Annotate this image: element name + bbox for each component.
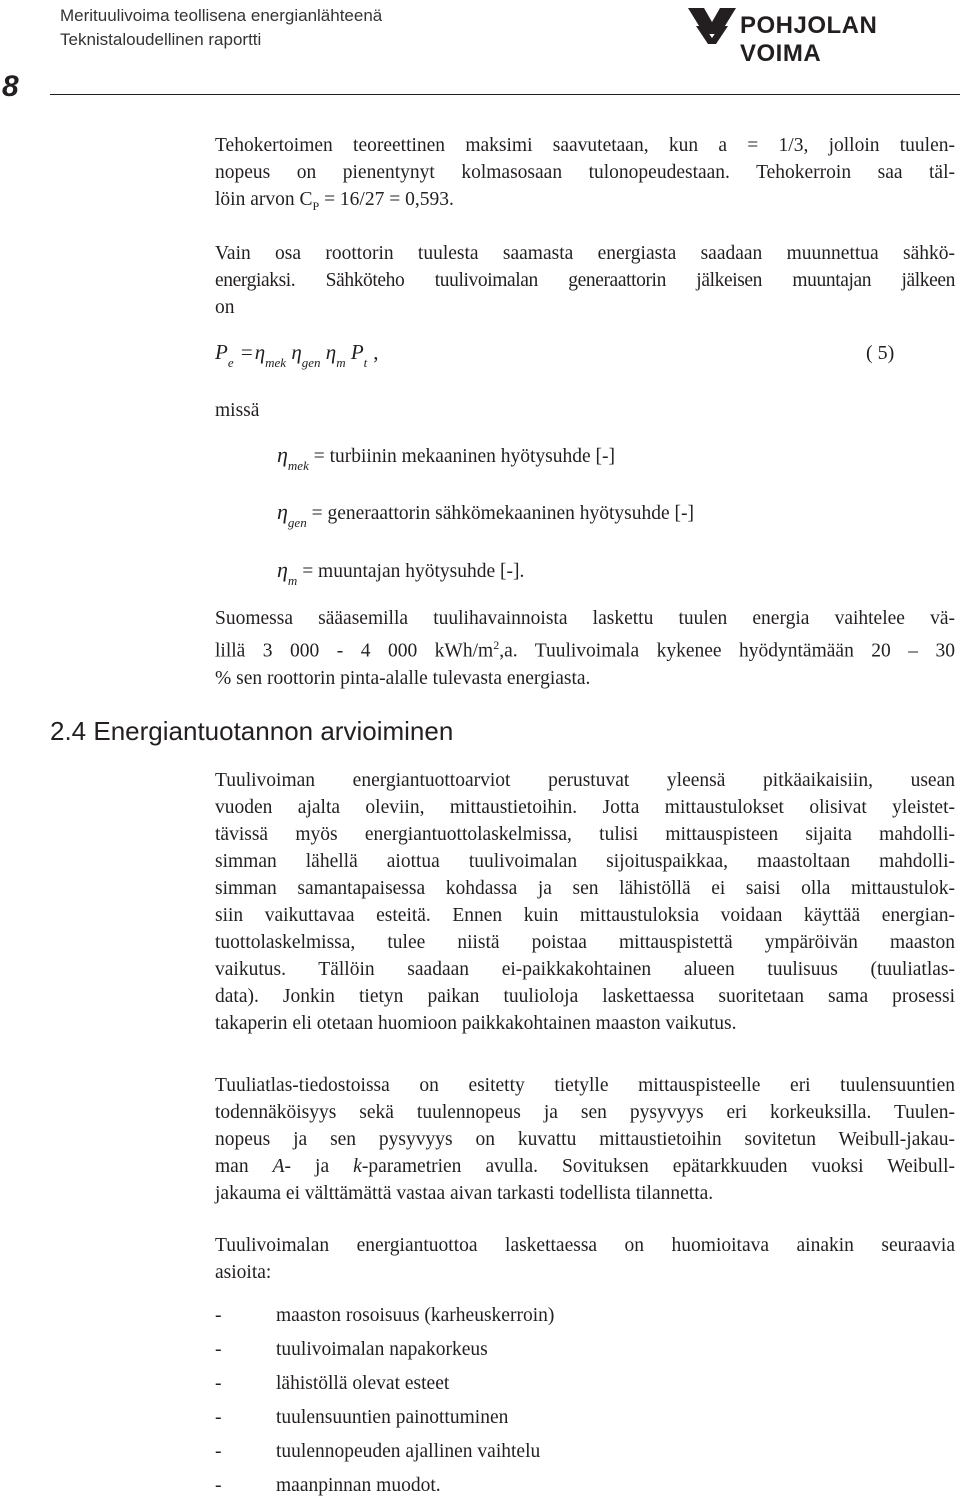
list-marker: - xyxy=(215,1339,222,1360)
text-line: Tuuliatlas-tiedostoissa on esitetty tietylle mittauspisteelle eri tuulensuuntien xyxy=(215,1075,955,1096)
text-line: Tuulivoiman energiantuottoarviot perustuvat yleensä pitkäaikaisiin, usean xyxy=(215,770,955,791)
text-run-italic: k xyxy=(353,1156,362,1177)
list-marker: - xyxy=(215,1475,222,1496)
paragraph-considerations xyxy=(215,1232,955,1286)
list-item-text: maaston rosoisuus (karheuskerroin) xyxy=(276,1305,555,1326)
text-line: nopeus ja sen pysyvyys on kuvattu mittaustietoihin sovitetun Weibull-jakau- xyxy=(215,1129,955,1150)
text-line: vaikutus. Tällöin saadaan ei-paikkakohtainen alueen tuulisuus (tuuliatlas- xyxy=(215,959,955,980)
eq-symbol: η xyxy=(291,340,302,364)
eq-subscript: gen xyxy=(301,355,321,370)
text-line: simman samantapaisessa kohdassa ja sen lähistöllä ei saisi olla mittaustulok- xyxy=(215,878,955,899)
subscript: P xyxy=(312,198,320,213)
text-line xyxy=(215,632,955,665)
eq-symbol: η xyxy=(277,499,288,524)
text-line: on xyxy=(215,297,235,318)
text-line: jakauma ei välttämättä vastaa aivan tarkasti todellista tilannetta. xyxy=(215,1183,714,1204)
eq-operator: = xyxy=(240,340,253,364)
page-number: 8 xyxy=(2,70,19,103)
text-line: data). Jonkin tietyn paikan tuulioloja laskettaessa suoritetaan sama prosessi xyxy=(215,986,955,1007)
text-line: tävissä myös energiantuottolaskelmissa, tulisi mittauspisteen sijaita mahdolli- xyxy=(215,824,955,845)
text-line: Suomessa sääasemilla tuulihavainnoista laskettu tuulen energia vaihtelee vä- xyxy=(215,608,955,629)
definition-eta-m xyxy=(277,557,525,588)
text-line: asioita: xyxy=(215,1262,272,1283)
text-line xyxy=(215,1153,955,1180)
header-rule xyxy=(50,94,960,95)
header-report-subtitle: Teknistaloudellinen raportti xyxy=(60,30,262,49)
text-line: vuoden ajalta oleviin, mittaustietoihin. Jotta mittaustulokset olisivat yleistet- xyxy=(215,797,955,818)
list-marker: - xyxy=(215,1407,222,1428)
text-line xyxy=(215,186,955,220)
superscript: 2 xyxy=(493,638,500,652)
text-line: % sen roottorin pinta-alalle tulevasta energiasta. xyxy=(215,667,591,689)
text-run-italic: A xyxy=(272,1156,285,1177)
paragraph-electric-power xyxy=(215,240,955,321)
list-item-text: tuulivoimalan napakorkeus xyxy=(276,1339,488,1360)
eq-symbol: P xyxy=(215,340,228,364)
list-item-text: maanpinnan muodot. xyxy=(276,1475,441,1496)
text-line: Vain osa roottorin tuulesta saamasta energiasta saadaan muunnettua sähkö- xyxy=(215,243,955,264)
eq-subscript: m xyxy=(287,573,298,588)
text-line: takaperin eli otetaan huomioon paikkakohtainen maaston vaikutus. xyxy=(215,1013,737,1034)
text-run: lillä 3 000 - 4 000 kWh/m xyxy=(215,640,494,662)
eq-subscript: mek xyxy=(287,458,309,473)
eq-subscript: t xyxy=(363,355,368,370)
list-item-text: tuulennopeuden ajallinen vaihtelu xyxy=(276,1441,541,1462)
text-run: -parametrien avulla. Sovituksen epätarkkuuden vuoksi Weibull- xyxy=(361,1156,955,1177)
text-run: löin arvon C xyxy=(215,189,313,210)
eq-subscript: m xyxy=(336,355,346,370)
list-marker: - xyxy=(215,1373,222,1394)
paragraph-energy-estimates xyxy=(215,767,955,1037)
header-report-title: Merituulivoima teollisena energianlähteenä xyxy=(60,6,383,25)
text-line: Tuulivoimalan energiantuottoa laskettaessa on huomioitava ainakin seuraavia xyxy=(215,1235,955,1256)
definition-text: = muuntajan hyötysuhde [-]. xyxy=(297,561,525,582)
eq-subscript: gen xyxy=(287,515,307,530)
paragraph-wind-atlas xyxy=(215,1072,955,1207)
text-line: todennäköisyys sekä tuulennopeus ja sen pysyvyys eri korkeuksilla. Tuulen- xyxy=(215,1102,955,1123)
eq-subscript: mek xyxy=(265,355,287,370)
text-line: simman lähellä aiottua tuulivoimalan sijoituspaikkaa, maastoltaan mahdolli- xyxy=(215,851,955,872)
text-line: tuottolaskelmissa, tulee niistä poistaa mittauspistettä ympäröivän maaston xyxy=(215,932,955,953)
definition-eta-mek xyxy=(277,442,615,473)
text-line: Tehokertoimen teoreettinen maksimi saavutetaan, kun a = 1/3, jolloin tuulen- xyxy=(215,135,955,156)
eq-subscript: e xyxy=(227,355,234,370)
where-label xyxy=(215,397,955,424)
paragraph-finland-wind-energy xyxy=(215,605,955,692)
list-marker: - xyxy=(215,1305,222,1326)
eq-symbol: η xyxy=(277,442,288,467)
eq-symbol: η xyxy=(254,340,266,364)
equation-number: ( 5) xyxy=(866,342,895,364)
eq-symbol: η xyxy=(277,557,288,582)
text-run: ,a. Tuulivoimala kykenee hyödyntämään 20 – 30 xyxy=(499,640,955,662)
definition-text: = turbiinin mekaaninen hyötysuhde [-] xyxy=(308,446,615,467)
eq-symbol: P xyxy=(350,340,364,364)
eq-symbol: η xyxy=(325,340,337,364)
list-item-text: lähistöllä olevat esteet xyxy=(276,1373,450,1394)
paragraph-power-coefficient xyxy=(215,132,955,220)
list-item-text: tuulensuuntien painottuminen xyxy=(276,1407,509,1428)
list-marker: - xyxy=(215,1441,222,1462)
text-line: missä xyxy=(215,400,260,421)
text-run: = 16/27 = 0,593. xyxy=(319,189,454,210)
text-run: - ja xyxy=(284,1156,354,1177)
eq-comma: , xyxy=(373,340,379,364)
text-line: siin vaikuttavaa esteitä. Ennen kuin mittaustuloksia voidaan käyttää energian- xyxy=(215,905,955,926)
definition-text: = generaattorin sähkömekaaninen hyötysuhde [-] xyxy=(306,503,695,524)
section-heading: 2.4 Energiantuotannon arvioiminen xyxy=(50,716,454,746)
text-line: energiaksi. Sähköteho tuulivoimalan generaattorin jälkeisen muuntajan jälkeen xyxy=(215,270,955,291)
text-run: man xyxy=(215,1156,273,1177)
logo-wordmark: POHJOLAN VOIMA xyxy=(740,12,878,67)
definition-eta-gen xyxy=(277,499,695,530)
text-line: nopeus on pienentynyt kolmasosaan tulonopeudestaan. Tehokerroin saa täl- xyxy=(215,162,955,183)
equation-5 xyxy=(215,340,379,370)
